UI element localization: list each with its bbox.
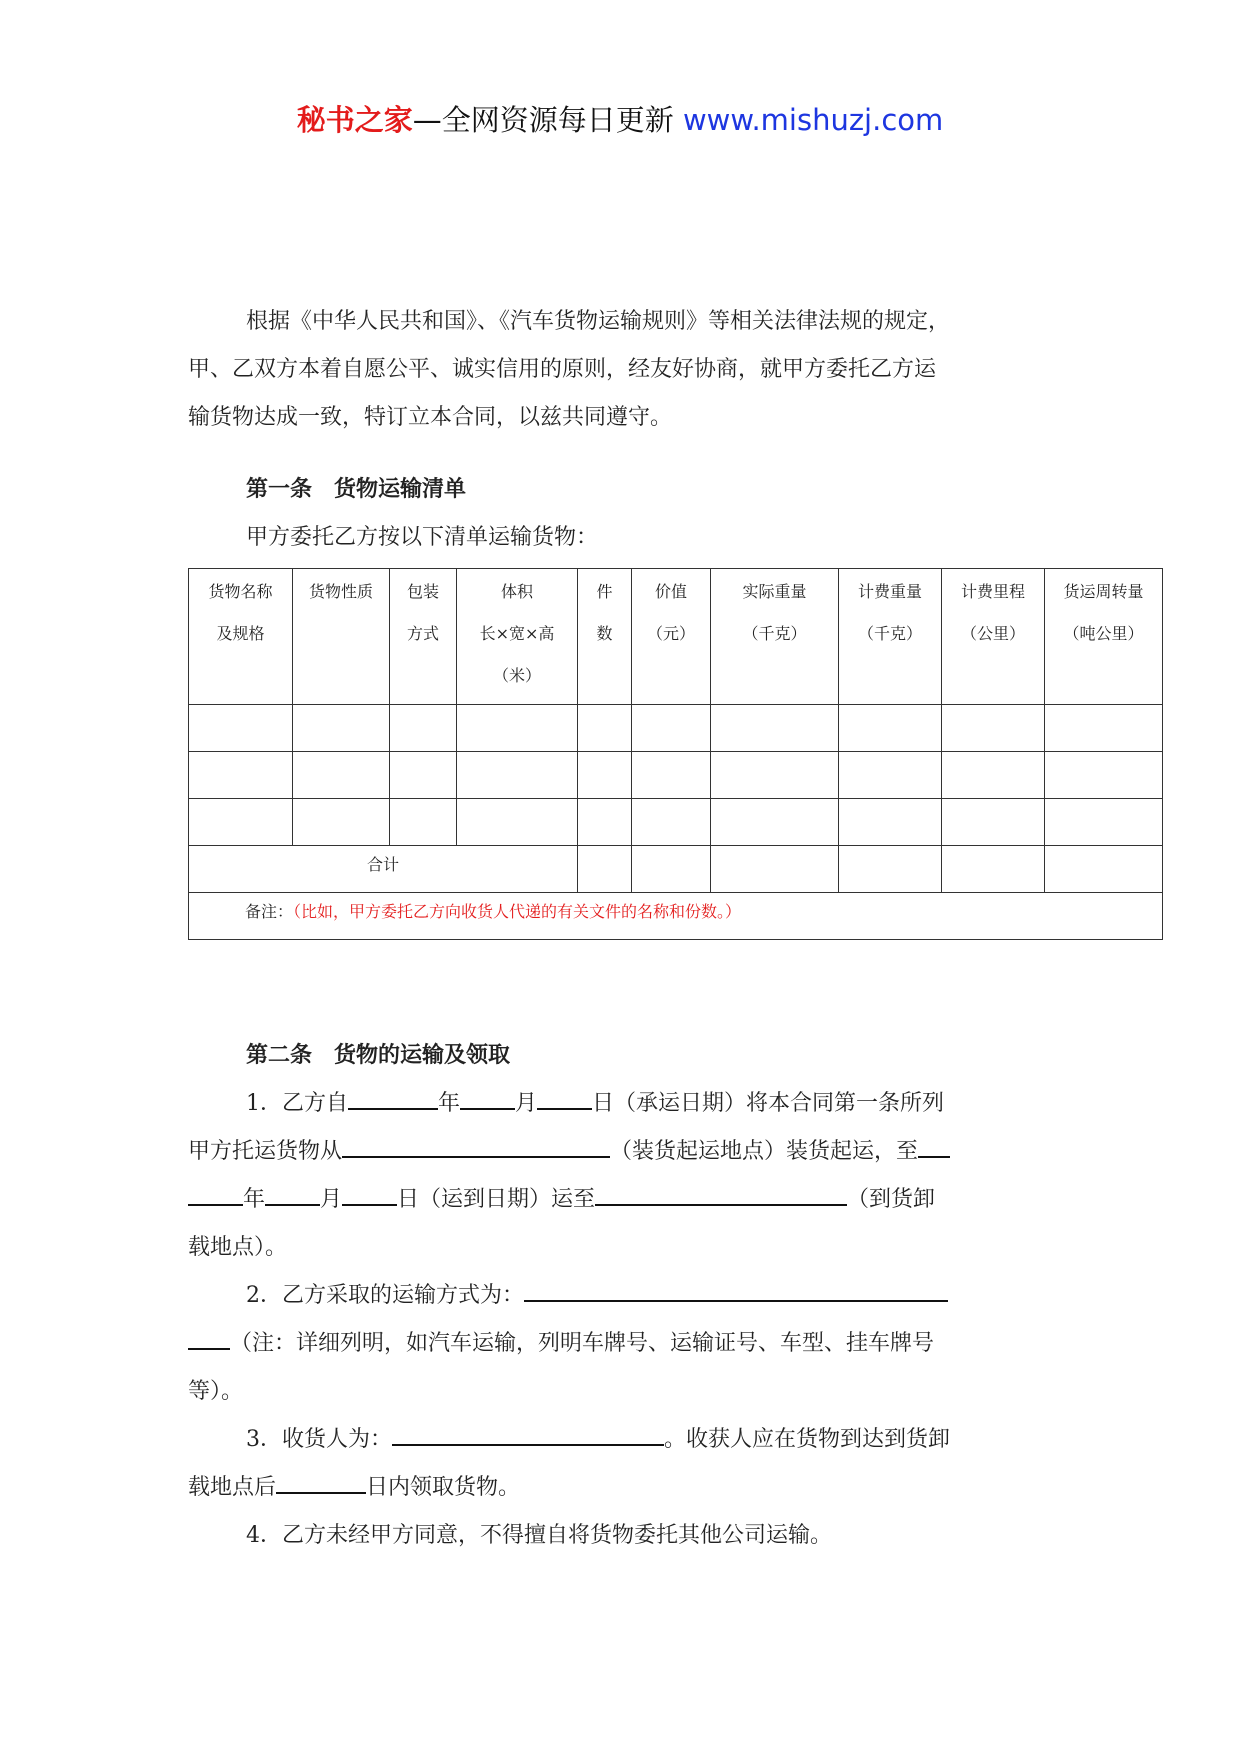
start-year-blank[interactable] [348, 1088, 438, 1110]
intro-line-2: 甲、乙双方本着自愿公平、诚实信用的原则，经友好协商，就甲方委托乙方运 [188, 357, 937, 382]
transport-method-blank[interactable] [524, 1280, 948, 1302]
goods-table [188, 568, 1163, 940]
header-cell-nature: 货物性质 [293, 569, 390, 705]
total-label: 合计 [189, 846, 578, 893]
origin-blank[interactable] [342, 1136, 610, 1158]
brand-name: 秘书之家 [296, 103, 413, 137]
note-text: （比如，甲方委托乙方向收货人代递的有关文件的名称和份数。） [293, 902, 742, 921]
article-2-item-1-line-4: 载地点）。 [188, 1235, 288, 1260]
site-header [0, 98, 1240, 139]
contract-body [188, 298, 1144, 1560]
article-2-item-3-line-2: 载地点后 日内领取货物。 [188, 1464, 1046, 1512]
header-cell-volume: 体积 长×宽×高 （米） [457, 569, 578, 705]
table-row [189, 752, 1163, 799]
header-tagline: —全网资源每日更新 [412, 103, 683, 137]
article-2-item-2-line-1: 2．乙方采取的运输方式为： [188, 1272, 1046, 1320]
table-total-row [189, 846, 1163, 893]
table-header-row [189, 569, 1163, 705]
article-2-item-1-line-1: 1．乙方自 年 月 日（承运日期）将本合同第一条所列 [188, 1080, 1046, 1128]
header-cell-count: 件 数 [578, 569, 632, 705]
header-cell-billing-distance: 计费里程 （公里） [942, 569, 1045, 705]
article-2-item-1-line-3: 年 月 日（运到日期）运至 （到货卸 [188, 1176, 1046, 1224]
header-cell-actual-weight: 实际重量 （千克） [711, 569, 839, 705]
table-row [189, 799, 1163, 846]
consignee-blank[interactable] [392, 1424, 664, 1446]
article-2-title: 第二条 货物的运输及领取 [246, 1043, 511, 1068]
article-1-lead: 甲方委托乙方按以下清单运输货物： [246, 525, 599, 550]
intro-line-3: 输货物达成一致，特订立本合同，以兹共同遵守。 [188, 405, 673, 430]
arrival-year-blank-b[interactable] [188, 1184, 243, 1206]
header-cell-value: 价值 （元） [632, 569, 711, 705]
destination-blank[interactable] [595, 1184, 847, 1206]
arrival-month-blank[interactable] [265, 1184, 320, 1206]
article-2-item-3-line-1: 3．收货人为： 。收获人应在货物到达到货卸 [188, 1416, 1046, 1464]
header-cell-billing-weight: 计费重量 （千克） [839, 569, 942, 705]
article-1-title: 第一条 货物运输清单 [246, 477, 467, 502]
start-month-blank[interactable] [460, 1088, 515, 1110]
table-note-row [189, 893, 1163, 940]
article-2-item-1-line-2: 甲方托运货物从 （装货起运地点）装货起运，至 [188, 1128, 1046, 1176]
pickup-days-blank[interactable] [276, 1472, 366, 1494]
arrival-day-blank[interactable] [342, 1184, 397, 1206]
header-cell-name: 货物名称 及规格 [189, 569, 293, 705]
intro-line-1: 根据《中华人民共和国》、《汽车货物运输规则》等相关法律法规的规定， [246, 309, 951, 334]
table-row [189, 705, 1163, 752]
article-2-item-2-line-2: （注：详细列明，如汽车运输，列明车牌号、运输证号、车型、挂车牌号 [188, 1320, 1046, 1368]
header-cell-packing: 包装 方式 [390, 569, 457, 705]
transport-method-blank-cont[interactable] [188, 1328, 230, 1350]
article-2-item-4: 4．乙方未经甲方同意，不得擅自将货物委托其他公司运输。 [246, 1523, 832, 1548]
site-url-link[interactable]: www.mishuzj.com [682, 103, 944, 137]
note-label: 备注： [245, 902, 294, 921]
header-cell-turnover: 货运周转量 （吨公里） [1045, 569, 1163, 705]
article-2-item-2-line-3: 等）。 [188, 1379, 244, 1404]
note-cell [189, 893, 1163, 940]
start-day-blank[interactable] [537, 1088, 592, 1110]
arrival-year-blank-a[interactable] [918, 1136, 950, 1158]
